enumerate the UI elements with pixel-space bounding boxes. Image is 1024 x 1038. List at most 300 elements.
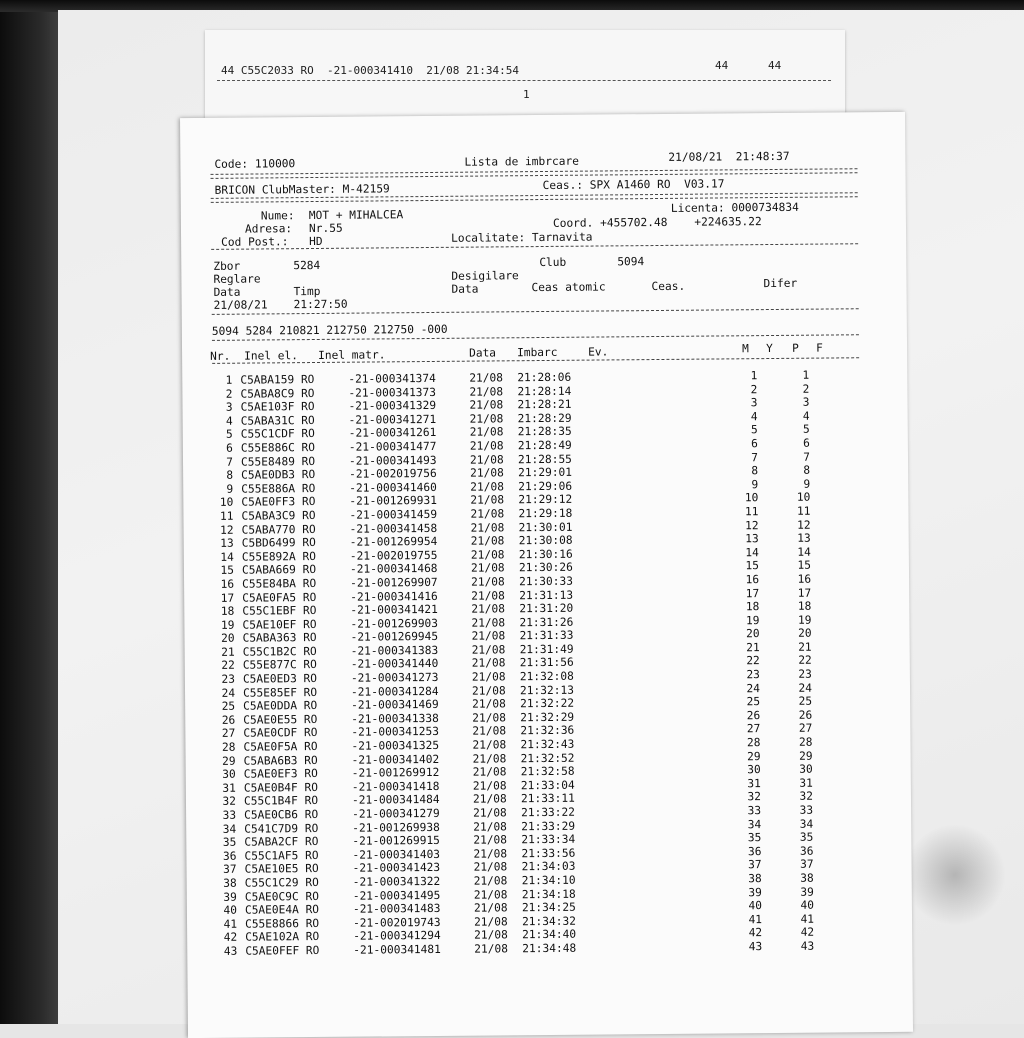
basket-date: 21/08 [472, 765, 507, 779]
ring-number: -21-000341421 [350, 603, 438, 617]
row-number: 10 [219, 496, 234, 510]
basket-date: 21/08 [471, 683, 506, 698]
col-p-value: 41 [800, 912, 815, 926]
electronic-ring: C55E877C RO [242, 658, 317, 673]
col-m-value: 28 [746, 736, 761, 750]
basket-time: 21:34:10 [521, 873, 576, 888]
ring-number: -21-000341468 [349, 562, 438, 577]
col-m-value: 10 [744, 491, 759, 505]
row-number: 28 [221, 740, 236, 754]
ring-number: -21-001269903 [350, 616, 439, 631]
ring-number: -21-000341458 [349, 521, 438, 536]
col-m-value: 7 [751, 450, 759, 464]
electronic-ring: C5AE0DB3 RO [241, 468, 316, 482]
basket-date: 21/08 [470, 480, 504, 494]
col-m-value: 13 [745, 532, 759, 546]
club-number: 5094 [617, 255, 645, 269]
basket-time: 21:32:43 [520, 737, 575, 752]
row-number: 19 [220, 618, 235, 632]
basket-time: 21:33:22 [521, 805, 576, 820]
electronic-ring: C55C1B4F RO [243, 794, 319, 809]
col-p-value: 10 [796, 491, 811, 505]
ring-number: -21-000341493 [348, 453, 437, 468]
ring-number: -21-001269938 [352, 820, 440, 835]
club-label: Club [539, 255, 567, 270]
basket-date: 21/08 [473, 860, 508, 875]
ring-number: -21-001269931 [349, 494, 437, 509]
row-number: 23 [221, 672, 235, 686]
ring-number: -21-000341481 [353, 942, 441, 957]
col-m-value: 39 [748, 885, 762, 899]
electronic-ring: C55E8866 RO [244, 916, 320, 931]
ring-number: -21-000341383 [350, 643, 439, 658]
row-number: 29 [222, 754, 236, 768]
col-p-value: 11 [796, 504, 811, 518]
col-p-value: 25 [798, 694, 813, 709]
electronic-ring: C55E886C RO [240, 440, 316, 455]
col-m-value: 43 [748, 940, 763, 954]
col-p-value: 38 [800, 871, 814, 885]
ring-number: -21-002019756 [349, 467, 437, 481]
col-p-value: 17 [797, 586, 812, 600]
ring-number: -21-000341273 [350, 670, 439, 685]
electronic-ring: C5AE0E55 RO [243, 712, 318, 727]
row-number: 36 [222, 849, 237, 863]
electronic-ring: C5AE0FEF RO [245, 943, 320, 958]
timp-label: Timp [293, 284, 321, 299]
col-m-value: 4 [750, 409, 758, 423]
postcode-value: HD [309, 234, 323, 249]
dark-background-left [0, 0, 58, 1024]
basketing-list [182, 368, 912, 959]
ring-number: -21-000341338 [351, 711, 439, 726]
basket-date: 21/08 [470, 561, 505, 575]
column-data: Data [469, 346, 497, 360]
basket-date: 21/08 [472, 738, 507, 752]
row-number: 30 [222, 767, 236, 782]
col-p-value: 18 [797, 599, 812, 613]
row-number: 8 [226, 468, 234, 482]
address-value: Nr.55 [308, 221, 343, 236]
ring-number: -21-000341402 [351, 752, 440, 767]
basket-date: 21/08 [471, 588, 505, 603]
column-ev: Ev. [588, 345, 609, 359]
basket-time: 21:34:25 [521, 900, 576, 915]
basket-date: 21/08 [472, 711, 507, 725]
col-m-value: 26 [746, 708, 761, 723]
ring-number: -21-000341403 [352, 847, 441, 862]
previous-last-row-m: 44 [715, 59, 729, 72]
electronic-ring: C5AE0CDF RO [243, 726, 318, 741]
basket-date: 21/08 [472, 724, 507, 739]
col-m-value: 24 [746, 681, 761, 695]
coordinates: Coord. +455702.48 +224635.22 [552, 215, 762, 230]
row-number: 3 [225, 400, 233, 414]
basket-date: 21/08 [471, 602, 506, 616]
surface-smudge [900, 820, 1010, 930]
basket-time: 21:31:26 [519, 615, 574, 629]
electronic-ring: C5ABA6B3 RO [243, 753, 318, 768]
electronic-ring: C5ABA31C RO [240, 413, 315, 428]
data2-label: Data [451, 282, 479, 296]
document-title: Lista de imbrcare [464, 154, 579, 169]
row-number: 24 [221, 686, 236, 700]
column-inel-el: Inel el. [244, 349, 299, 363]
row-number: 35 [222, 835, 237, 850]
col-m-value: 42 [748, 926, 763, 940]
ring-number: -21-002019755 [349, 548, 438, 563]
basket-time: 21:28:35 [517, 425, 572, 439]
basket-time: 21:32:13 [519, 683, 574, 697]
col-p-value: 2 [802, 382, 810, 396]
col-p-value: 21 [798, 640, 812, 654]
electronic-ring: C55E892A RO [241, 549, 316, 564]
row-number: 2 [225, 387, 233, 401]
col-p-value: 9 [803, 477, 811, 491]
col-m-value: 18 [745, 600, 760, 614]
basket-time: 21:30:08 [518, 533, 573, 548]
electronic-ring: C55C1CDF RO [240, 427, 315, 442]
printout-sheet [180, 112, 913, 1038]
electronic-ring: C55C1AF5 RO [244, 848, 319, 863]
basket-time: 21:34:48 [522, 941, 577, 956]
electronic-ring: C55E85EF RO [242, 685, 318, 700]
col-p-value: 33 [799, 803, 814, 817]
basket-date: 21/08 [473, 874, 508, 888]
row-number: 16 [220, 577, 235, 591]
col-m-value: 5 [750, 423, 758, 437]
previous-page-sheet [205, 30, 845, 125]
electronic-ring: C5ABA8C9 RO [240, 386, 315, 401]
col-p-value: 40 [800, 898, 814, 912]
electronic-ring: C5ABA2CF RO [244, 835, 319, 849]
col-p-value: 27 [798, 722, 813, 736]
ring-number: -21-000341325 [351, 738, 440, 753]
previous-last-row: 44 C55C2033 RO -21-000341410 21/08 21:34:54 [221, 64, 520, 77]
col-m-value: 30 [747, 763, 761, 777]
col-m-value: 11 [744, 505, 759, 519]
ceas-label: Ceas. [651, 279, 686, 294]
col-m-value: 15 [745, 559, 760, 573]
basket-time: 21:32:22 [520, 696, 575, 711]
ring-number: -21-000341460 [349, 480, 437, 495]
col-p-value: 32 [799, 790, 814, 804]
basket-date: 21/08 [471, 670, 506, 684]
basket-time: 21:31:33 [519, 629, 574, 643]
electronic-ring: C5AE0B4F RO [243, 780, 319, 795]
row-number: 42 [223, 931, 238, 945]
col-p-value: 1 [802, 368, 810, 382]
ring-number: -21-001269907 [350, 575, 438, 590]
column-m: M [741, 342, 749, 356]
basket-time: 21:29:12 [518, 493, 573, 507]
electronic-ring: C5AE0F5A RO [243, 740, 318, 754]
ring-number: -21-000341284 [350, 684, 439, 699]
electronic-ring: C5AE0FF3 RO [241, 495, 316, 509]
basket-time: 21:30:01 [518, 520, 573, 534]
basket-time: 21:29:06 [518, 479, 573, 493]
col-p-value: 4 [802, 409, 810, 423]
col-p-value: 12 [797, 518, 811, 532]
reglare-time: 21:27:50 [293, 297, 348, 312]
ring-number: -21-000341440 [350, 657, 439, 672]
col-m-value: 36 [747, 844, 762, 859]
electronic-ring: C5ABA363 RO [242, 631, 317, 645]
col-p-value: 19 [797, 613, 812, 627]
basket-date: 21/08 [471, 629, 506, 643]
basket-time: 21:33:29 [521, 819, 576, 833]
row-number: 43 [223, 944, 238, 958]
basket-date: 21/08 [470, 493, 505, 507]
basket-time: 21:31:20 [519, 601, 574, 616]
basket-date: 21/08 [469, 384, 504, 399]
row-number: 22 [221, 659, 235, 673]
row-number: 14 [220, 550, 234, 564]
ring-number: -21-001269954 [349, 535, 438, 549]
col-m-value: 41 [748, 912, 763, 926]
ring-number: -21-000341261 [348, 426, 437, 441]
row-number: 21 [221, 645, 235, 659]
basket-time: 21:34:03 [521, 860, 576, 874]
basket-date: 21/08 [469, 439, 504, 453]
col-p-value: 30 [799, 762, 813, 777]
row-number: 20 [221, 631, 235, 646]
col-m-value: 27 [746, 722, 761, 736]
electronic-ring: C5AE10E5 RO [244, 862, 319, 877]
row-number: 18 [220, 604, 235, 618]
basket-time: 21:31:56 [519, 656, 574, 670]
basket-date: 21/08 [470, 548, 505, 562]
ring-number: -21-001269915 [352, 834, 440, 848]
name-label: Nume: [260, 209, 295, 223]
row-number: 5 [225, 428, 233, 442]
ring-number: -21-000341418 [351, 779, 440, 794]
col-m-value: 1 [750, 369, 758, 383]
row-number: 11 [219, 509, 234, 523]
previous-last-row-p: 44 [768, 59, 782, 72]
electronic-ring: C5AE0CB6 RO [244, 807, 319, 822]
row-number: 27 [221, 727, 236, 741]
electronic-ring: C55C1B2C RO [242, 644, 317, 659]
row-number: 41 [223, 917, 238, 931]
ring-number: -21-000341271 [348, 412, 437, 427]
col-p-value: 39 [800, 885, 814, 899]
address-label: Adresa: [244, 222, 293, 236]
basket-time: 21:32:36 [520, 724, 575, 738]
previous-last-row-mp [715, 59, 781, 72]
basket-time: 21:28:55 [517, 452, 572, 466]
row-number: 13 [220, 536, 234, 550]
row-number: 33 [222, 808, 237, 822]
electronic-ring: C5AE102A RO [245, 930, 320, 944]
ring-number: -21-001269945 [350, 630, 439, 644]
row-number: 15 [220, 564, 235, 578]
basket-date: 21/08 [474, 928, 508, 942]
col-m-value: 9 [751, 477, 759, 491]
ring-number: -21-000341484 [351, 793, 440, 808]
page-number: 1 [523, 88, 530, 101]
device-info: BRICON ClubMaster: M-42159 [214, 182, 390, 197]
col-p-value: 23 [798, 667, 812, 681]
col-p-value: 42 [800, 926, 815, 940]
col-m-value: 29 [747, 749, 761, 763]
basket-date: 21/08 [473, 847, 508, 861]
ring-number: -21-000341279 [352, 806, 440, 821]
electronic-ring: C5ABA669 RO [241, 563, 317, 577]
electronic-ring: C541C7D9 RO [244, 821, 319, 836]
basket-date: 21/08 [472, 697, 506, 711]
electronic-ring: C5AE0E4A RO [244, 903, 320, 917]
col-p-value: 8 [803, 463, 811, 477]
col-p-value: 28 [798, 735, 813, 749]
basket-time: 21:28:29 [517, 411, 572, 426]
basket-time: 21:29:18 [518, 506, 573, 521]
column-y: Y [765, 341, 773, 356]
row-number: 31 [222, 781, 236, 795]
col-p-value: 31 [799, 776, 813, 790]
basket-date: 21/08 [470, 534, 505, 548]
col-p-value: 14 [797, 545, 811, 559]
basket-date: 21/08 [473, 901, 508, 915]
basket-date: 21/08 [469, 412, 504, 426]
basket-time: 21:33:56 [521, 846, 576, 860]
basket-time: 21:30:33 [519, 574, 574, 589]
ring-number: -21-000341374 [348, 371, 436, 386]
row-number: 40 [223, 903, 237, 917]
row-number: 37 [223, 863, 237, 877]
electronic-ring: C55C1C29 RO [244, 875, 319, 890]
basket-date: 21/08 [472, 779, 507, 793]
row-number: 9 [226, 482, 234, 496]
electronic-ring: C5ABA770 RO [241, 522, 316, 537]
col-m-value: 37 [748, 858, 762, 872]
ring-number: -21-000341322 [352, 874, 441, 889]
ring-number: -21-000341329 [348, 399, 437, 413]
basket-time: 21:34:40 [522, 928, 577, 942]
row-number: 12 [220, 523, 234, 537]
basket-time: 21:28:49 [517, 438, 572, 453]
col-m-value: 40 [748, 899, 762, 913]
col-m-value: 35 [747, 831, 762, 845]
column-inel-matr: Inel matr. [318, 348, 386, 362]
col-p-value: 16 [797, 572, 812, 586]
row-number: 6 [226, 441, 233, 455]
col-m-value: 22 [746, 654, 760, 668]
basket-time: 21:33:04 [520, 778, 575, 793]
col-m-value: 12 [745, 518, 759, 532]
col-m-value: 2 [750, 382, 758, 396]
col-p-value: 22 [798, 654, 812, 668]
col-m-value: 23 [746, 668, 760, 682]
electronic-ring: C55E84BA RO [242, 576, 317, 591]
basket-time: 21:29:01 [518, 465, 573, 480]
clock-info: Ceas.: SPX A1460 RO V03.17 [542, 177, 725, 193]
reglare-label: Reglare [213, 272, 261, 286]
col-m-value: 32 [747, 790, 762, 804]
row-number: 25 [221, 699, 236, 714]
ring-number: -21-001269912 [351, 766, 440, 780]
col-m-value: 17 [745, 586, 760, 600]
basket-date: 21/08 [470, 520, 505, 535]
row-number: 38 [223, 876, 237, 890]
col-p-value: 35 [799, 830, 814, 844]
basket-time: 21:32:58 [520, 764, 575, 779]
col-m-value: 20 [745, 627, 760, 641]
electronic-ring: C5ABA159 RO [240, 373, 315, 387]
data-label: Data [213, 285, 241, 299]
col-p-value: 36 [799, 844, 814, 858]
column-p: P [791, 341, 799, 355]
col-m-value: 31 [747, 776, 761, 791]
column-imbarc: Imbarc [517, 345, 558, 360]
col-p-value: 37 [800, 858, 814, 872]
col-p-value: 26 [798, 708, 813, 722]
col-m-value: 34 [747, 817, 762, 831]
postcode-label: Cod Post.: [221, 235, 289, 249]
basket-date: 21/08 [469, 425, 504, 440]
licence-number: Licenta: 0000734834 [670, 200, 799, 215]
basket-time: 21:32:29 [520, 710, 575, 725]
col-p-value: 15 [797, 558, 811, 573]
ceas-atomic-label: Ceas atomic [531, 280, 606, 295]
col-m-value: 33 [747, 804, 762, 818]
basket-date: 21/08 [471, 575, 505, 589]
col-p-value: 24 [798, 681, 813, 695]
basket-time: 21:33:34 [521, 832, 576, 847]
electronic-ring: C5AE0DDA RO [243, 699, 318, 713]
ring-number: -21-000341483 [352, 902, 441, 916]
basket-time: 21:34:32 [521, 914, 576, 928]
basket-time: 21:34:18 [521, 887, 576, 901]
flight-number: 5284 [293, 258, 321, 273]
basket-date: 21/08 [473, 915, 508, 929]
col-p-value: 34 [799, 817, 814, 831]
row-number: 39 [223, 890, 237, 904]
row-number: 7 [226, 455, 234, 469]
ring-number: -21-000341373 [348, 385, 437, 400]
ring-number: -21-000341416 [350, 589, 438, 604]
ring-number: -21-000341459 [349, 507, 438, 522]
basket-date: 21/08 [469, 452, 504, 467]
ring-number: -21-000341253 [351, 725, 439, 740]
print-datetime: 21/08/21 21:48:37 [668, 149, 790, 164]
basket-time: 21:28:14 [517, 384, 572, 398]
code-label: Code: 110000 [214, 157, 296, 171]
electronic-ring: C5ABA3C9 RO [241, 508, 316, 523]
basket-date: 21/08 [470, 507, 505, 521]
col-p-value: 5 [802, 423, 810, 437]
electronic-ring: C5BD6499 RO [241, 536, 316, 550]
column-f: F [815, 341, 823, 355]
col-p-value: 29 [799, 749, 813, 763]
basket-date: 21/08 [473, 806, 507, 820]
basket-time: 21:30:26 [518, 561, 573, 575]
basket-date: 21/08 [469, 371, 504, 385]
ring-number: -21-000341294 [353, 929, 441, 944]
col-m-value: 3 [750, 396, 758, 410]
electronic-ring: C5AE0EF3 RO [243, 767, 318, 781]
row-number: 1 [225, 373, 233, 387]
col-m-value: 14 [745, 545, 759, 559]
reglare-date: 21/08/21 [213, 298, 268, 312]
ring-number: -21-002019743 [352, 915, 441, 930]
basket-time: 21:33:11 [520, 792, 575, 806]
basket-time: 21:32:08 [519, 669, 574, 684]
row-number: 17 [220, 591, 235, 605]
basket-date: 21/08 [471, 643, 506, 657]
basket-date: 21/08 [470, 466, 504, 480]
col-p-value: 7 [803, 450, 811, 464]
